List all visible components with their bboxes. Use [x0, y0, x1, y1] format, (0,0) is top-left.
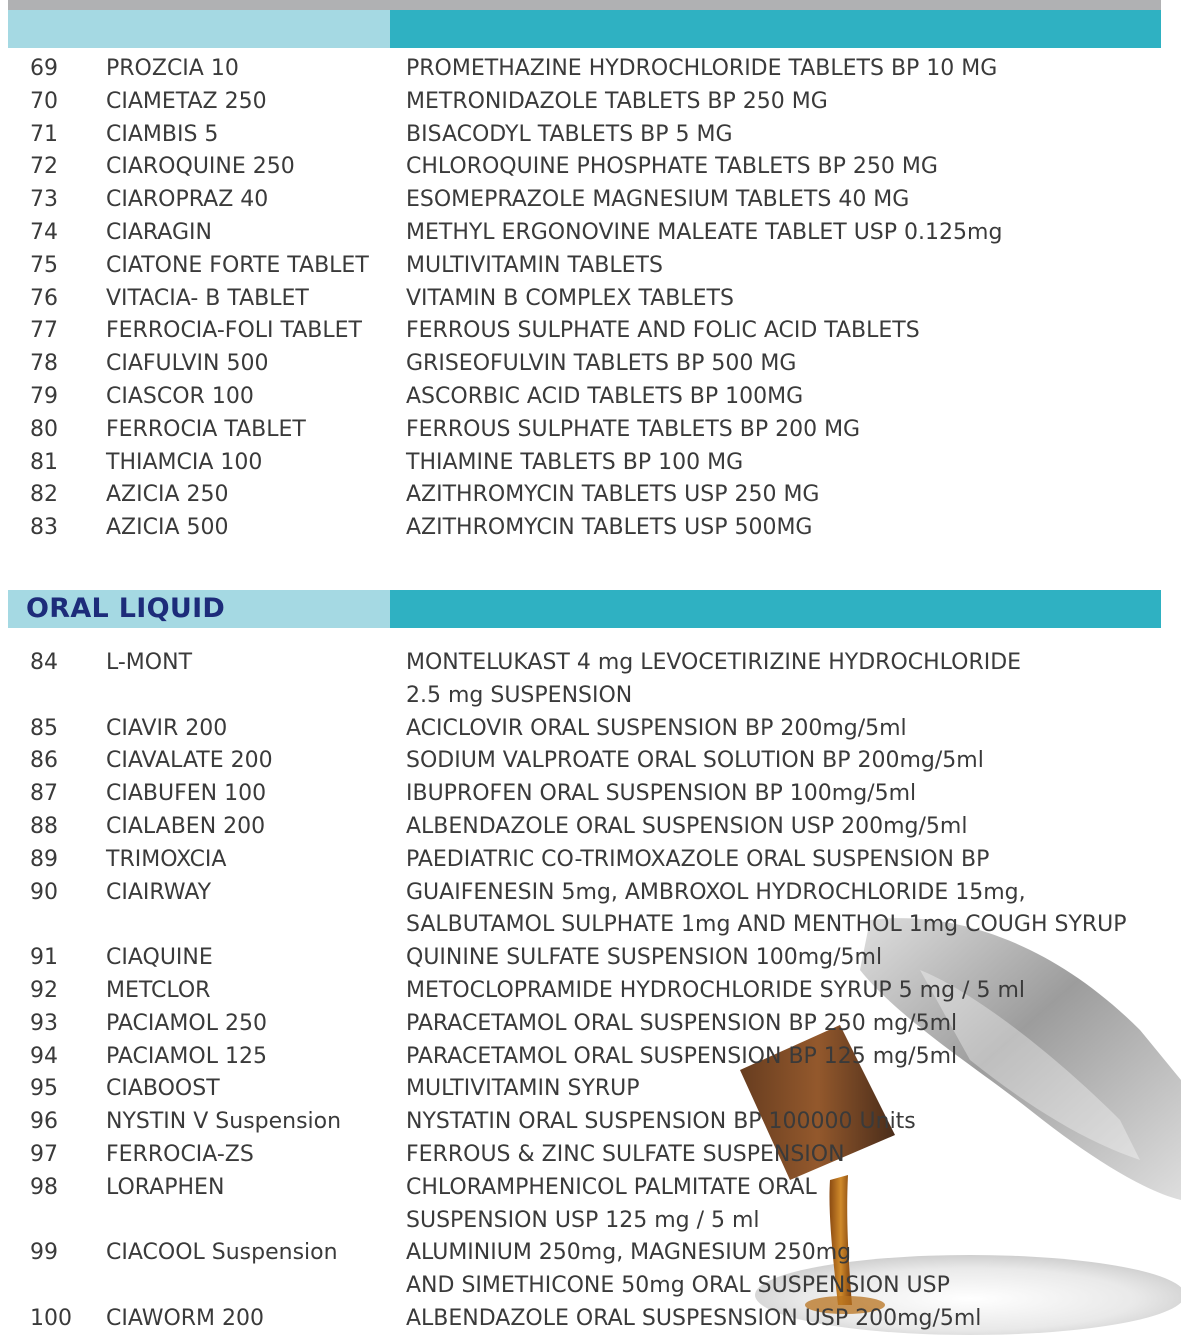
- product-name: FERROCIA-FOLI TABLET: [106, 318, 362, 344]
- product-description: [406, 250, 663, 283]
- table-row: [0, 447, 1181, 480]
- tablet-product-list: [0, 53, 1181, 545]
- item-number: 74: [30, 219, 58, 245]
- table-row: [0, 811, 1181, 844]
- table-row: [0, 1139, 1181, 1172]
- table-row: [0, 1172, 1181, 1238]
- description-line: SODIUM VALPROATE ORAL SOLUTION BP 200mg/5ml: [406, 748, 984, 774]
- description-line: SUSPENSION USP 125 mg / 5 ml: [406, 1207, 760, 1233]
- product-name: TRIMOXCIA: [106, 846, 227, 872]
- description-line: MONTELUKAST 4 mg LEVOCETIRIZINE HYDROCHLORIDE: [406, 650, 1022, 675]
- item-number: 98: [30, 1174, 58, 1200]
- item-number: 82: [30, 482, 58, 508]
- product-description: [406, 1172, 817, 1238]
- product-name: AZICIA 250: [106, 482, 229, 508]
- product-name: NYSTIN V Suspension: [106, 1109, 342, 1135]
- product-name: VITACIA- B TABLET: [106, 285, 309, 311]
- product-name: THIAMCIA 100: [106, 449, 263, 475]
- top-grey-bar: [8, 0, 1161, 10]
- table-row: [0, 877, 1181, 943]
- product-description: [406, 512, 812, 545]
- product-name: CIAMBIS 5: [106, 121, 219, 147]
- product-name: CIAQUINE: [106, 945, 213, 971]
- description-line: ALBENDAZOLE ORAL SUSPESNSION USP 200mg/5ml: [406, 1305, 982, 1331]
- description-line: GUAIFENESIN 5mg, AMBROXOL HYDROCHLORIDE 15mg,: [406, 879, 1026, 905]
- description-line: BISACODYL TABLETS BP 5 MG: [406, 121, 733, 147]
- oral-liquid-band-dark: [390, 590, 1161, 628]
- item-number: 80: [30, 416, 58, 442]
- description-line: PARACETAMOL ORAL SUSPENSION BP 125 mg/5ml: [406, 1043, 958, 1069]
- product-name: FERROCIA-ZS: [106, 1141, 254, 1167]
- product-description: [406, 844, 989, 877]
- table-row: [0, 1073, 1181, 1106]
- product-name: PACIAMOL 250: [106, 1010, 267, 1036]
- product-name: CIAIRWAY: [106, 879, 212, 905]
- table-row: [0, 151, 1181, 184]
- description-line: 2.5 mg SUSPENSION: [406, 682, 633, 708]
- item-number: 81: [30, 449, 58, 475]
- description-line: THIAMINE TABLETS BP 100 MG: [406, 449, 744, 475]
- product-name: CIAROPRAZ 40: [106, 187, 269, 213]
- product-description: [406, 1139, 845, 1172]
- item-number: 75: [30, 252, 58, 278]
- description-line: MULTIVITAMIN SYRUP: [406, 1076, 640, 1102]
- product-description: [406, 713, 907, 746]
- table-row: [0, 1303, 1181, 1336]
- item-number: 79: [30, 383, 58, 409]
- header-band-dark: [390, 10, 1161, 48]
- item-number: 90: [30, 879, 58, 905]
- table-row: [0, 381, 1181, 414]
- product-name: L-MONT: [106, 650, 193, 675]
- table-row: [0, 119, 1181, 152]
- product-name: CIABUFEN 100: [106, 781, 267, 807]
- product-name: PACIAMOL 125: [106, 1043, 267, 1069]
- table-row: [0, 53, 1181, 86]
- table-row: [0, 250, 1181, 283]
- description-line: ESOMEPRAZOLE MAGNESIUM TABLETS 40 MG: [406, 187, 910, 213]
- product-name: CIATONE FORTE TABLET: [106, 252, 369, 278]
- item-number: 73: [30, 187, 58, 213]
- item-number: 83: [30, 515, 58, 541]
- table-row: [0, 942, 1181, 975]
- product-description: [406, 479, 819, 512]
- description-line: AZITHROMYCIN TABLETS USP 250 MG: [406, 482, 820, 508]
- description-line: SALBUTAMOL SULPHATE 1mg AND MENTHOL 1mg COUGH SYRUP: [406, 912, 1127, 938]
- product-description: [406, 975, 1025, 1008]
- product-description: [406, 778, 916, 811]
- product-name: CIAVALATE 200: [106, 748, 273, 774]
- item-number: 94: [30, 1043, 58, 1069]
- product-description: [406, 1008, 957, 1041]
- product-description: [406, 1041, 957, 1074]
- table-row: [0, 745, 1181, 778]
- product-description: [406, 184, 909, 217]
- table-row: [0, 713, 1181, 746]
- product-name: CIACOOL Suspension: [106, 1240, 338, 1266]
- header-band-light: [8, 10, 390, 48]
- product-description: [406, 811, 967, 844]
- product-description: [406, 1237, 950, 1303]
- product-description: [406, 283, 734, 316]
- description-line: PROMETHAZINE HYDROCHLORIDE TABLETS BP 10 MG: [406, 56, 998, 81]
- item-number: 100: [30, 1305, 72, 1331]
- product-description: [406, 877, 1127, 943]
- product-name: CIAVIR 200: [106, 715, 228, 741]
- item-number: 92: [30, 977, 58, 1003]
- table-row: [0, 86, 1181, 119]
- product-description: [406, 151, 938, 184]
- description-line: IBUPROFEN ORAL SUSPENSION BP 100mg/5ml: [406, 781, 917, 807]
- description-line: MULTIVITAMIN TABLETS: [406, 252, 663, 278]
- item-number: 84: [30, 650, 58, 675]
- product-name: LORAPHEN: [106, 1174, 225, 1200]
- product-description: [406, 53, 997, 86]
- table-row: [0, 217, 1181, 250]
- item-number: 88: [30, 813, 58, 839]
- product-description: [406, 381, 803, 414]
- description-line: GRISEOFULVIN TABLETS BP 500 MG: [406, 351, 797, 377]
- table-row: [0, 647, 1181, 713]
- description-line: CHLORAMPHENICOL PALMITATE ORAL: [406, 1174, 817, 1200]
- description-line: FERROUS & ZINC SULFATE SUSPENSION: [406, 1141, 845, 1167]
- table-row: [0, 315, 1181, 348]
- item-number: 78: [30, 351, 58, 377]
- item-number: 97: [30, 1141, 58, 1167]
- table-row: [0, 1106, 1181, 1139]
- product-name: CIAFULVIN 500: [106, 351, 269, 377]
- table-row: [0, 283, 1181, 316]
- description-line: ACICLOVIR ORAL SUSPENSION BP 200mg/5ml: [406, 715, 907, 741]
- description-line: FERROUS SULPHATE TABLETS BP 200 MG: [406, 416, 861, 442]
- product-description: [406, 1073, 640, 1106]
- product-name: CIALABEN 200: [106, 813, 266, 839]
- description-line: METRONIDAZOLE TABLETS BP 250 MG: [406, 88, 828, 114]
- item-number: 77: [30, 318, 58, 344]
- header-band-top: [8, 10, 1161, 48]
- table-row: [0, 1041, 1181, 1074]
- item-number: 76: [30, 285, 58, 311]
- description-line: QUININE SULFATE SUSPENSION 100mg/5ml: [406, 945, 883, 971]
- product-name: AZICIA 500: [106, 515, 229, 541]
- item-number: 85: [30, 715, 58, 741]
- description-line: PAEDIATRIC CO-TRIMOXAZOLE ORAL SUSPENSION BP: [406, 846, 990, 872]
- table-row: [0, 1237, 1181, 1303]
- table-row: [0, 975, 1181, 1008]
- description-line: FERROUS SULPHATE AND FOLIC ACID TABLETS: [406, 318, 920, 344]
- table-row: [0, 512, 1181, 545]
- item-number: 99: [30, 1240, 58, 1266]
- product-description: [406, 647, 1021, 713]
- product-description: [406, 414, 860, 447]
- description-line: METHYL ERGONOVINE MALEATE TABLET USP 0.125mg: [406, 219, 1003, 245]
- item-number: 70: [30, 88, 58, 114]
- product-name: CIASCOR 100: [106, 383, 254, 409]
- product-description: [406, 86, 828, 119]
- item-number: 91: [30, 945, 58, 971]
- item-number: 95: [30, 1076, 58, 1102]
- item-number: 72: [30, 154, 58, 180]
- table-row: [0, 414, 1181, 447]
- description-line: VITAMIN B COMPLEX TABLETS: [406, 285, 734, 311]
- item-number: 93: [30, 1010, 58, 1036]
- item-number: 96: [30, 1109, 58, 1135]
- description-line: NYSTATIN ORAL SUSPENSION BP 100000 Units: [406, 1109, 916, 1135]
- description-line: AND SIMETHICONE 50mg ORAL SUSPENSION USP: [406, 1273, 950, 1299]
- section-title-oral-liquid: ORAL LIQUID: [26, 593, 226, 624]
- item-number: 87: [30, 781, 58, 807]
- item-number: 89: [30, 846, 58, 872]
- product-name: FERROCIA TABLET: [106, 416, 306, 442]
- table-row: [0, 184, 1181, 217]
- description-line: CHLOROQUINE PHOSPHATE TABLETS BP 250 MG: [406, 154, 938, 180]
- table-row: [0, 778, 1181, 811]
- product-name: METCLOR: [106, 977, 211, 1003]
- item-number: 69: [30, 56, 58, 81]
- product-name: PROZCIA 10: [106, 56, 239, 81]
- oral-liquid-product-list: [0, 647, 1181, 1336]
- product-description: [406, 1303, 981, 1336]
- description-line: METOCLOPRAMIDE HYDROCHLORIDE SYRUP 5 mg / 5 ml: [406, 977, 1025, 1003]
- description-line: AZITHROMYCIN TABLETS USP 500MG: [406, 515, 813, 541]
- product-description: [406, 315, 920, 348]
- description-line: ALBENDAZOLE ORAL SUSPENSION USP 200mg/5ml: [406, 813, 968, 839]
- product-name: CIARAGIN: [106, 219, 212, 245]
- product-description: [406, 447, 743, 480]
- product-description: [406, 119, 733, 152]
- table-row: [0, 844, 1181, 877]
- item-number: 86: [30, 748, 58, 774]
- product-description: [406, 217, 1002, 250]
- product-description: [406, 1106, 916, 1139]
- product-name: CIAWORM 200: [106, 1305, 265, 1331]
- table-row: [0, 479, 1181, 512]
- description-line: PARACETAMOL ORAL SUSPENSION BP 250 mg/5ml: [406, 1010, 958, 1036]
- product-description: [406, 942, 882, 975]
- description-line: ASCORBIC ACID TABLETS BP 100MG: [406, 383, 804, 409]
- product-description: [406, 745, 984, 778]
- table-row: [0, 1008, 1181, 1041]
- description-line: ALUMINIUM 250mg, MAGNESIUM 250mg: [406, 1240, 852, 1266]
- product-name: CIABOOST: [106, 1076, 220, 1102]
- product-name: CIAROQUINE 250: [106, 154, 295, 180]
- item-number: 71: [30, 121, 58, 147]
- product-name: CIAMETAZ 250: [106, 88, 267, 114]
- table-row: [0, 348, 1181, 381]
- product-description: [406, 348, 796, 381]
